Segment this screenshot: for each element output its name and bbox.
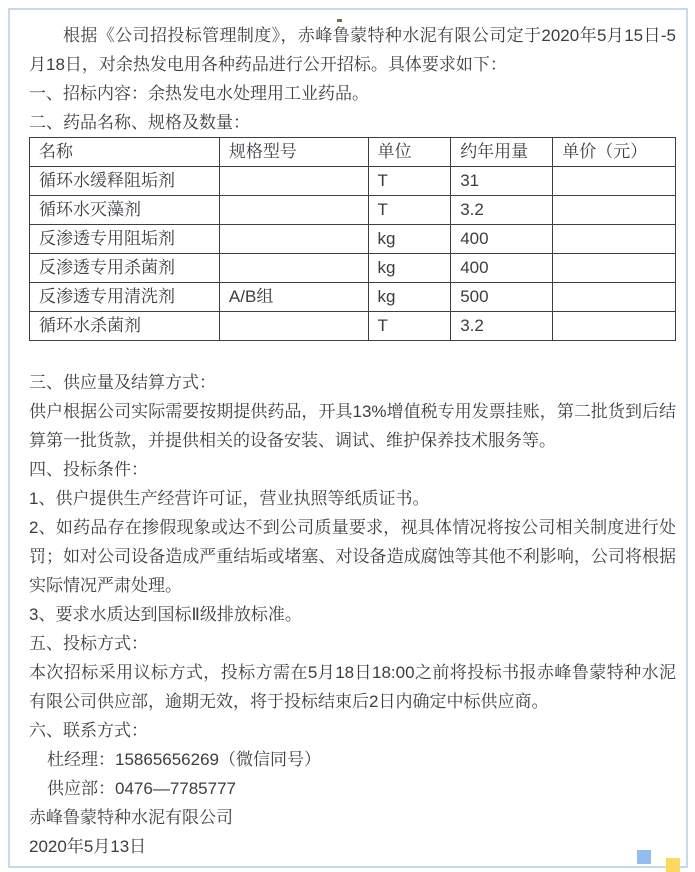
cell-unit-price: [553, 196, 676, 225]
section-3-heading: 三、供应量及结算方式：: [29, 373, 216, 392]
cell-unit-price: [553, 312, 676, 341]
cell-name: 循环水缓释阻垢剂: [30, 167, 220, 196]
col-header-annual-usage: 约年用量: [451, 138, 553, 167]
yellow-square-decoration: [666, 858, 680, 872]
section-5-heading: 五、投标方式：: [29, 634, 148, 653]
section-2-heading: 二、药品名称、规格及数量：: [29, 113, 250, 132]
cell-unit-price: [553, 225, 676, 254]
contact-supply-line: 供应部：0476—7785777: [47, 779, 237, 798]
signature-date: 2020年5月13日: [29, 837, 147, 856]
table-row: [30, 283, 676, 312]
table-row: [30, 225, 676, 254]
section-3-body: 供户根据公司实际需要按期提供药品，开具13%增值税专用发票挂账，第二批货到后结算第一批货款，并提供相关的设备安装、调试、维护保养技术服务等。: [29, 402, 676, 450]
cell-unit-price: [553, 167, 676, 196]
cell-spec: [219, 254, 368, 283]
section-6-heading: 六、联系方式：: [29, 721, 148, 740]
intro-paragraph: 根据《公司招投标管理制度》，赤峰鲁蒙特种水泥有限公司定于2020年5月15日-5月18日，对余热发电用各种药品进行公开招标。具体要求如下：: [29, 26, 676, 74]
blue-square-decoration: [637, 850, 651, 864]
table-row: [30, 254, 676, 283]
cell-annual-usage: 500: [451, 283, 553, 312]
products-table: [29, 137, 676, 341]
signature-company: 赤峰鲁蒙特种水泥有限公司: [29, 808, 233, 827]
cell-unit-price: [553, 283, 676, 312]
col-header-unit: 单位: [368, 138, 451, 167]
cell-unit-price: [553, 254, 676, 283]
cell-annual-usage: 3.2: [451, 312, 553, 341]
table-row: [30, 196, 676, 225]
cell-annual-usage: 3.2: [451, 196, 553, 225]
body-sections: [29, 368, 676, 803]
table-row: [30, 167, 676, 196]
table-header-row: [30, 138, 676, 167]
cell-unit: kg: [368, 254, 451, 283]
cell-name: 循环水灭藻剂: [30, 196, 220, 225]
col-header-name: 名称: [30, 138, 220, 167]
signature-block: [29, 803, 676, 861]
announcement-document: [29, 21, 676, 861]
cell-name: 反渗透专用杀菌剂: [30, 254, 220, 283]
cell-unit: T: [368, 196, 451, 225]
col-header-unit-price: 单价（元）: [553, 138, 676, 167]
section-1-heading: 一、招标内容：余热发电水处理用工业药品。: [29, 84, 369, 103]
section-4-heading: 四、投标条件：: [29, 460, 148, 479]
cell-spec: [219, 225, 368, 254]
cell-name: 反渗透专用阻垢剂: [30, 225, 220, 254]
cell-spec: [219, 196, 368, 225]
cell-unit: kg: [368, 283, 451, 312]
cell-spec: [219, 167, 368, 196]
cell-name: 反渗透专用清洗剂: [30, 283, 220, 312]
cell-annual-usage: 400: [451, 225, 553, 254]
section-5-body: 本次招标采用议标方式，投标方需在5月18日18:00之前将投标书报赤峰鲁蒙特种水泥有限公司供应部，逾期无效，将于投标结束后2日内确定中标供应商。: [29, 663, 676, 711]
cell-spec: [219, 312, 368, 341]
cell-name: 循环水杀菌剂: [30, 312, 220, 341]
section-4-item-3: 3、要求水质达到国标Ⅱ级排放标准。: [29, 605, 302, 624]
cell-unit: T: [368, 312, 451, 341]
cell-annual-usage: 400: [451, 254, 553, 283]
table-row: [30, 312, 676, 341]
cell-unit: T: [368, 167, 451, 196]
cell-spec: A/B组: [219, 283, 368, 312]
section-4-item-2: 2、如药品存在掺假现象或达不到公司质量要求，视具体情况将按公司相关制度进行处罚；如对公司设备造成严重结垢或堵塞、对设备造成腐蚀等其他不利影响，公司将根据实际情况严肃处理。: [29, 518, 676, 595]
cell-annual-usage: 31: [451, 167, 553, 196]
contact-manager-line: 杜经理：15865656269（微信同号）: [47, 750, 322, 769]
cell-unit: kg: [368, 225, 451, 254]
col-header-spec: 规格型号: [219, 138, 368, 167]
section-4-item-1: 1、供户提供生产经营许可证，营业执照等纸质证书。: [29, 489, 430, 508]
